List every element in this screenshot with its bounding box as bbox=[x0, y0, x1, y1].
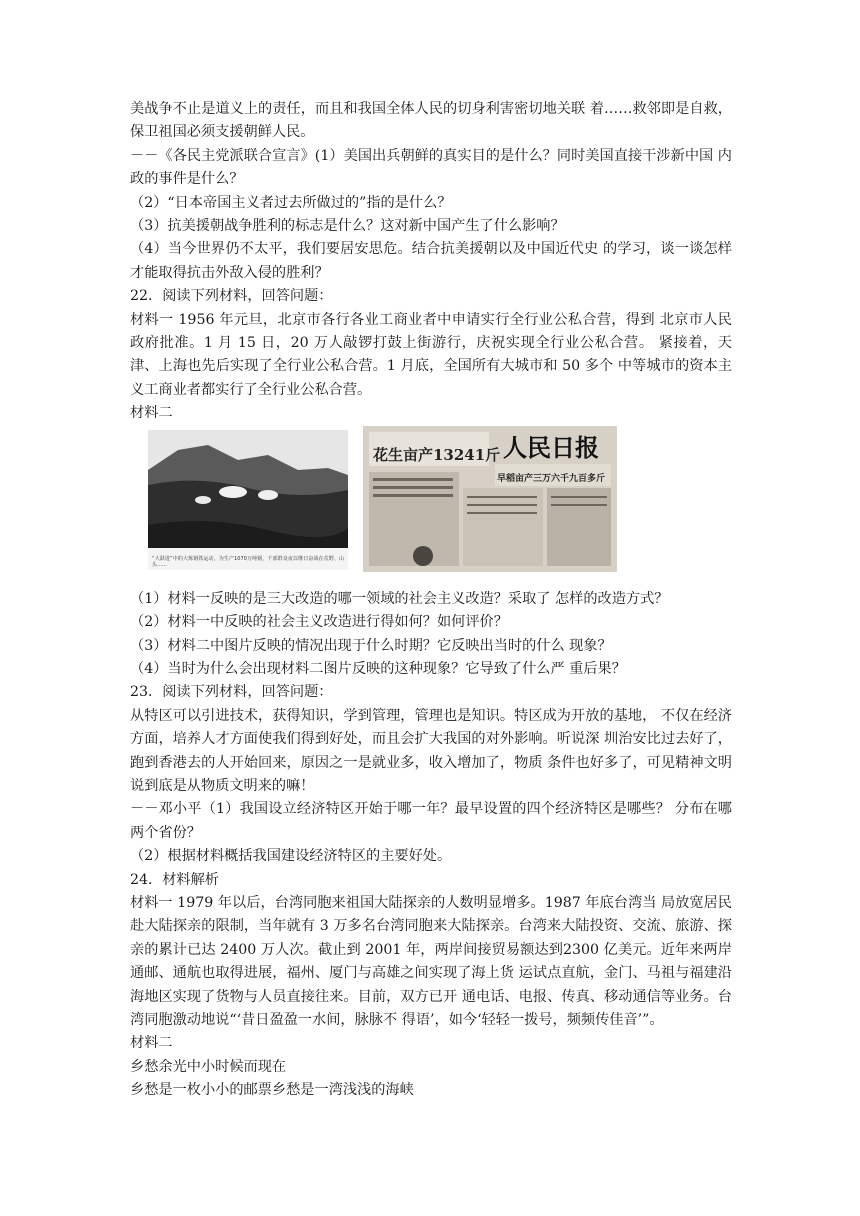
headline-peanut: 花生亩产13241斤 bbox=[373, 445, 501, 464]
newspaper-clipping bbox=[363, 426, 617, 572]
question-23: 23．阅读下列材料，回答问题： bbox=[130, 684, 333, 701]
newspaper-image bbox=[363, 426, 617, 572]
headline-rice: 早稻亩产三万六千九百多斤 bbox=[497, 473, 606, 484]
question-22-4: （4）当时为什么会出现材料二图片反映的这种现象？它导致了什么严 重后果？ bbox=[130, 660, 626, 677]
question-22: 22．阅读下列材料，回答问题： bbox=[130, 288, 333, 305]
photo-caption: “大跃进”中的大炼钢铁运动，为生产1070万吨钢，千部群众夜以继日奋战在荒野、山头…… bbox=[152, 555, 344, 568]
steel-smelting-photo bbox=[148, 430, 348, 570]
question-24-material-1: 材料一 1979 年以后，台湾同胞来祖国大陆探亲的人数明显增多。1987 年底台湾当 局放宽居民赴大陆探亲的限制，当年就有 3 万多名台湾同胞来大陆探亲。台湾来大陆投资、交流、旅游、探亲的累计已达 2400 万人次。截止到 2001 年，两岸间接贸易额达到2300 亿美元。近年来两岸通邮、通航也取得进展，福州、厦门与高雄之间实现了海上货 运试点直航，金门、马祖与福建沿海地区实现了货物与人员直接往来。目前，双方已开 通电话、电报、传真、移动通信等业务。台湾同胞激动地说“‘昔日盈盈一水间，脉脉不 得语’，如今‘轻轻一拨号，频频传佳音’”。 bbox=[130, 894, 732, 1028]
material-1: 材料一 1956 年元旦，北京市各行各业工商业者中申请实行全行业公私合营，得到 北京市人民政府批准。1 月 15 日，20 万人敲锣打鼓上街游行，庆祝实现全行业公私合营。 紧接着，天津、上海也先后实现了全行业公私合营。1 月底，全国所有大城市和 50 多个 中等城市的资本主义工商业者都实行了全行业公私合营。 bbox=[130, 311, 732, 398]
question-22-1: （1）材料一反映的是三大改造的哪一领域的社会主义改造？采取了 怎样的改造方式？ bbox=[130, 590, 669, 607]
question-22-2: （2）材料一中反映的社会主义改造进行得如何？如何评价？ bbox=[130, 614, 508, 631]
question-23-text: 从特区可以引进技术，获得知识，学到管理，管理也是知识。特区成为开放的基地， 不仅在经济方面，培养人才方面使我们得到好处，而且会扩大我国的对外影响。听说深 圳治安比过去好了，跑到香港去的人开始回来，原因之一是就业多，收入增加了，物质 条件也好多了，可见精神文明说到底是从物质文明来的嘛！ bbox=[130, 707, 732, 794]
figure-row bbox=[130, 430, 732, 584]
para-l4: （3）抗美援朝战争胜利的标志是什么？这对新中国产生了什么影响？ bbox=[130, 218, 565, 235]
para-l5: （4）当今世界仍不太平，我们要居安思危。结合抗美援朝以及中国近代史 的学习，谈一谈怎样才能取得抗击外敌入侵的胜利？ bbox=[130, 241, 732, 281]
question-22-3: （3）材料二中图片反映的情况出现于什么时期？它反映出当时的什么 现象？ bbox=[130, 637, 612, 654]
steel-smelting-image bbox=[148, 430, 348, 570]
material-2-label: 材料二 bbox=[130, 405, 173, 422]
question-23-source: －－邓小平（1）我国设立经济特区开始于哪一年？最早设置的四个经济特区是哪些？ 分布在哪两个省份？ bbox=[130, 801, 732, 841]
para-l2: －－《各民主党派联合宣言》(1）美国出兵朝鲜的真实目的是什么？同时美国直接干涉新中国 内政的事件是什么？ bbox=[130, 147, 732, 188]
document-body bbox=[130, 98, 732, 1103]
poem-line-1: 乡愁余光中小时候而现在 bbox=[130, 1058, 287, 1075]
para-l1: 美战争不止是道义上的责任，而且和我国全体人民的切身利害密切地关联 着……救邻即是自救，保卫祖国必须支援朝鲜人民。 bbox=[130, 101, 732, 141]
masthead-text: 人民日报 bbox=[503, 432, 599, 462]
question-23-2: （2）根据材料概括我国建设经济特区的主要好处。 bbox=[130, 848, 452, 865]
para-l3: （2）“日本帝国主义者过去所做过的”指的是什么？ bbox=[130, 194, 452, 211]
question-24: 24．材料解析 bbox=[130, 871, 219, 888]
poem-line-2: 乡愁是一枚小小的邮票乡愁是一湾浅浅的海峡 bbox=[130, 1082, 414, 1099]
question-24-material-2-label: 材料二 bbox=[130, 1035, 173, 1052]
